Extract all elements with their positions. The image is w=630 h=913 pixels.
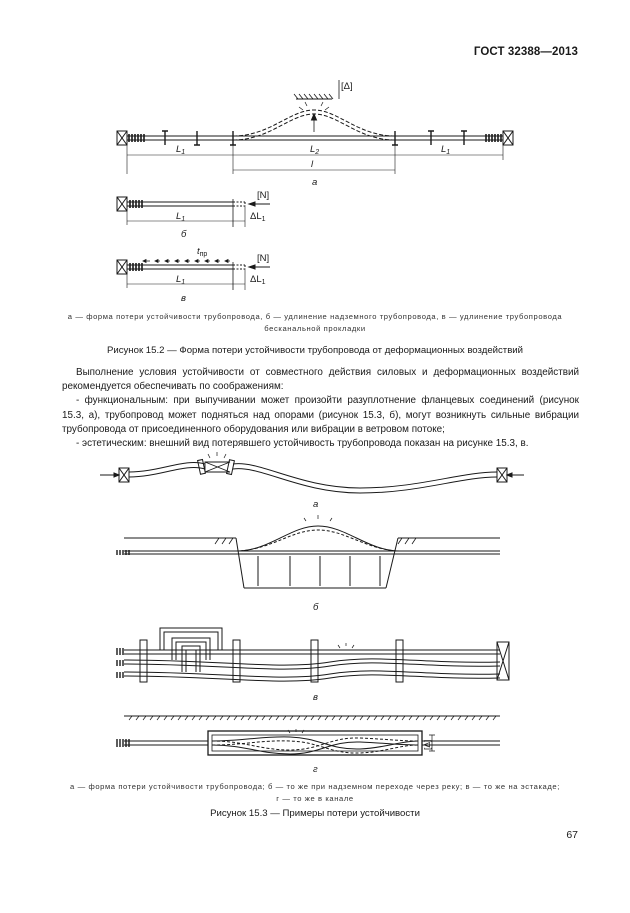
figure-15-2-legend-line2: бесканальной прокладки xyxy=(264,324,366,333)
label-dl1-v: $\Delta L_1$ xyxy=(250,274,266,286)
label-l1-right: $L_1$ xyxy=(441,144,451,156)
label-fig3-g: г xyxy=(313,764,318,775)
label-l: l xyxy=(311,159,314,170)
label-fig3-a: а xyxy=(313,499,319,510)
label-fig3-b: б xyxy=(313,602,319,613)
figure-15-3-legend xyxy=(40,781,590,805)
label-l1-b: $L_1$ xyxy=(176,211,186,223)
figure-15-2-legend-line1: а — форма потери устойчивости трубопровода, б — удлинение надземного трубопровода, в — удлинение трубопровода xyxy=(67,312,563,321)
figure-15-3-legend-line2: г — то же в канале xyxy=(276,794,354,803)
label-v: в xyxy=(181,293,186,304)
figure-15-2-caption: Рисунок 15.2 — Форма потери устойчивости трубопровода от деформационных воздействий xyxy=(106,345,524,356)
label-fig3-v: в xyxy=(313,692,318,703)
standard-header: ГОСТ 32388—2013 xyxy=(473,46,578,58)
label-tpr: $t_{пр}$ xyxy=(197,246,208,258)
label-n-b: [N] xyxy=(257,190,270,201)
figure-15-3-legend-line1: а — форма потери устойчивости трубопровода; б — то же при надземном переходе через реку; в — то же на эстакаде; xyxy=(70,782,560,791)
label-l2: $L_2$ xyxy=(310,144,320,156)
label-delta-a: [Δ] xyxy=(341,81,353,92)
label-b: б xyxy=(181,229,187,240)
body-text xyxy=(62,366,579,451)
label-a: а xyxy=(312,177,318,188)
label-l1-v: $L_1$ xyxy=(176,274,186,286)
body-paragraph: - функциональным: при выпучивании может произойти разуплотнение фланцевых соединений (рисунок 15.3, а), трубопровод может подняться над опорами (рисунок 15.3, б), могут возникнуть сильные вибрации трубопровода от присоединенного оборудования или вибрации в ветровом потоке; xyxy=(62,395,579,435)
figure-15-3-caption: Рисунок 15.3 — Примеры потери устойчивости xyxy=(210,808,420,819)
label-dl1-b: $\Delta L_1$ xyxy=(250,211,266,223)
label-fig3-delta: [Δ] xyxy=(422,739,432,750)
figure-15-3-drawing xyxy=(0,450,630,780)
body-paragraph: - эстетическим: внешний вид потерявшего устойчивость трубопровода показан на рисунке 15.3, в. xyxy=(76,438,529,450)
label-l1-left: $L_1$ xyxy=(176,144,186,156)
page-number: 67 xyxy=(566,829,578,841)
figure-15-2-legend xyxy=(40,311,590,335)
label-n-v: [N] xyxy=(257,253,270,264)
body-paragraph: Выполнение условия устойчивости от совместного действия силовых и деформационных воздействий рекомендуется обеспечивать по соображениям: xyxy=(62,367,579,393)
figure-15-2-drawing xyxy=(0,0,630,305)
